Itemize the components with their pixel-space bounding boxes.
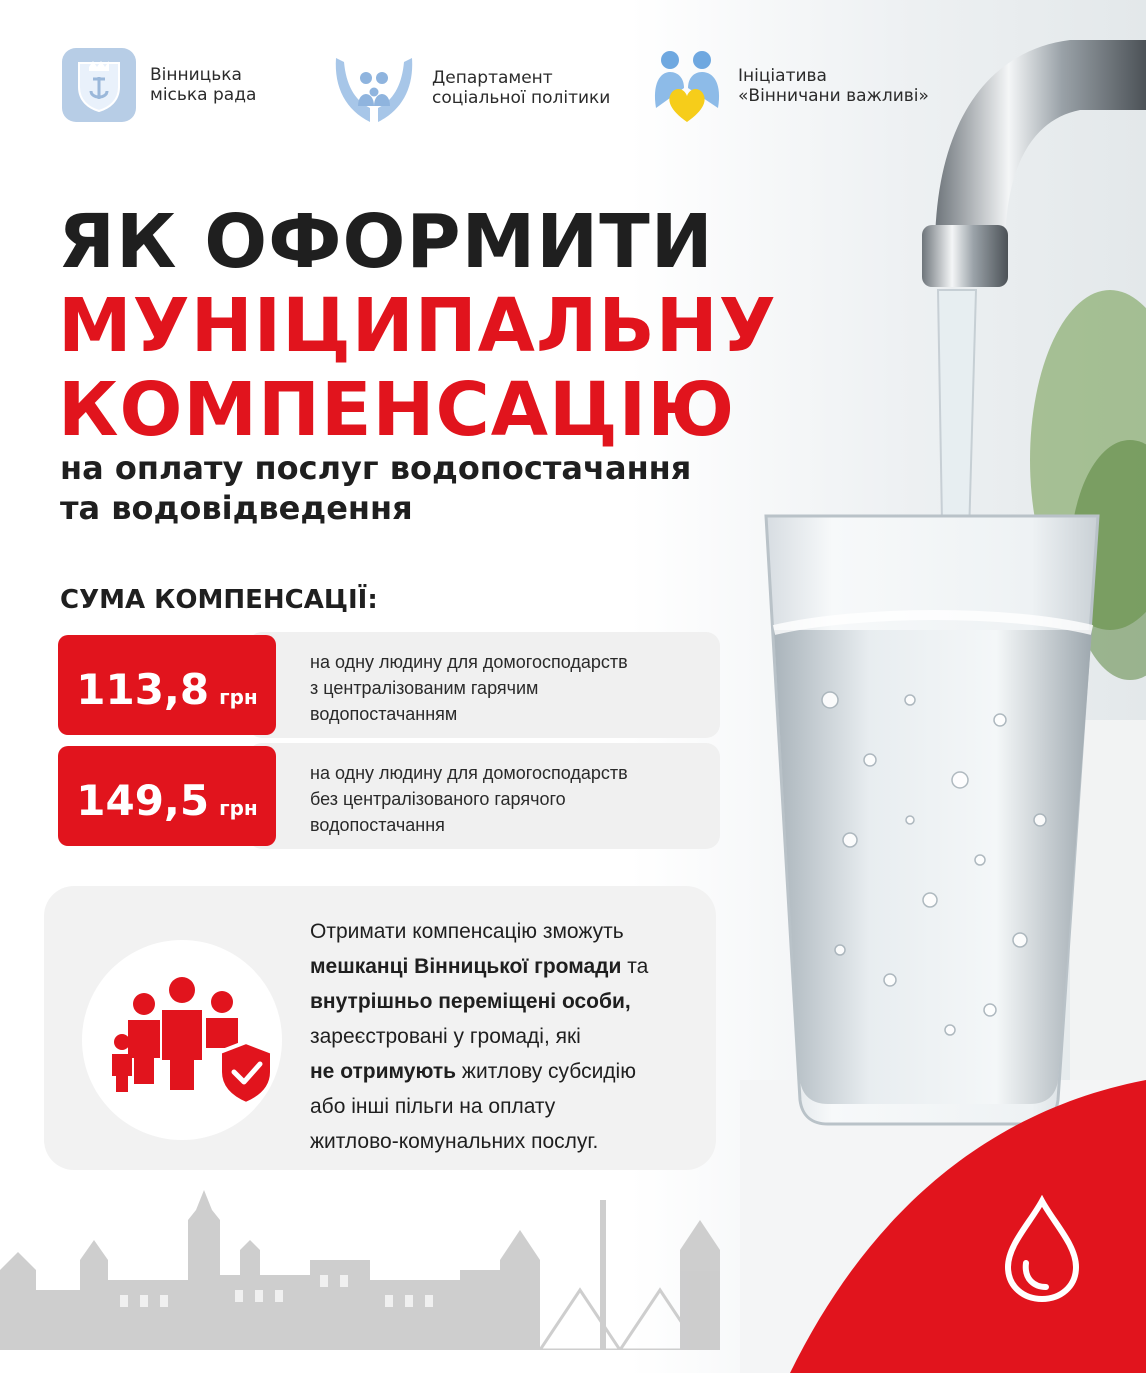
eligibility-line2-tail: та [621, 955, 649, 978]
city-logo-line1: Вінницька [150, 65, 242, 85]
subtitle-line2: та водовідведення [60, 489, 413, 527]
hands-family-icon [330, 48, 418, 128]
people-heart-icon [650, 48, 724, 124]
headline [58, 200, 777, 452]
red-corner-shape [790, 1080, 1146, 1373]
headline-line3: КОМПЕНСАЦІЮ [58, 367, 736, 453]
eligibility-text [310, 914, 648, 1159]
subtitle [60, 448, 691, 528]
amount-desc-line2: без централізованого гарячого [310, 789, 566, 809]
amount-value: 113,8 [76, 665, 210, 714]
amount-desc-line2: з централізованим гарячим [310, 678, 539, 698]
eligibility-line1: Отримати компенсацію зможуть [310, 920, 624, 943]
eligibility-not-receiving: не отримують [310, 1060, 457, 1083]
city-skyline-illustration [0, 1180, 730, 1350]
amount-value: 149,5 [76, 776, 210, 825]
social-logo-line1: Департамент [432, 68, 553, 88]
amount-desc-line1: на одну людину для домогосподарств [310, 652, 628, 672]
initiative-logo-line2: «Вінничани важливі» [738, 86, 929, 106]
city-emblem-icon [62, 48, 136, 122]
eligibility-residents: мешканці Вінницької громади [310, 955, 622, 978]
eligibility-line4: зареєстровані у громаді, які [310, 1025, 581, 1048]
amount-currency: грн [219, 796, 258, 820]
amount-badge [58, 746, 276, 846]
city-logo-line2: міська рада [150, 85, 257, 105]
logo-social-department [330, 48, 610, 128]
eligibility-box [44, 886, 716, 1170]
eligibility-idps: внутрішньо переміщені особи, [310, 990, 631, 1013]
amount-desc-line3: водопостачанням [310, 704, 458, 724]
logo-city-council [62, 48, 256, 122]
family-shield-icon [82, 940, 282, 1140]
amount-card-2 [58, 746, 720, 846]
eligibility-icon-circle [82, 940, 282, 1140]
water-drop-icon [1000, 1195, 1084, 1305]
subtitle-line1: на оплату послуг водопостачання [60, 449, 692, 487]
initiative-logo-line1: Ініціатива [738, 66, 827, 86]
amount-card-1 [58, 635, 720, 735]
amount-description [310, 760, 628, 838]
amount-desc-line3: водопостачання [310, 815, 445, 835]
eligibility-line5-tail: житлову субсидію [456, 1060, 636, 1083]
amount-desc-line1: на одну людину для домогосподарств [310, 763, 628, 783]
headline-line1: ЯК ОФОРМИТИ [58, 199, 714, 285]
amount-description [310, 649, 628, 727]
social-logo-line2: соціальної політики [432, 88, 611, 108]
headline-line2: МУНІЦИПАЛЬНУ [58, 283, 777, 369]
eligibility-line6: або інші пільги на оплату [310, 1095, 556, 1118]
amount-currency: грн [219, 685, 258, 709]
eligibility-line7: житлово-комунальних послуг. [310, 1130, 599, 1153]
sum-title: СУМА КОМПЕНСАЦІЇ: [60, 585, 378, 615]
amount-badge [58, 635, 276, 735]
